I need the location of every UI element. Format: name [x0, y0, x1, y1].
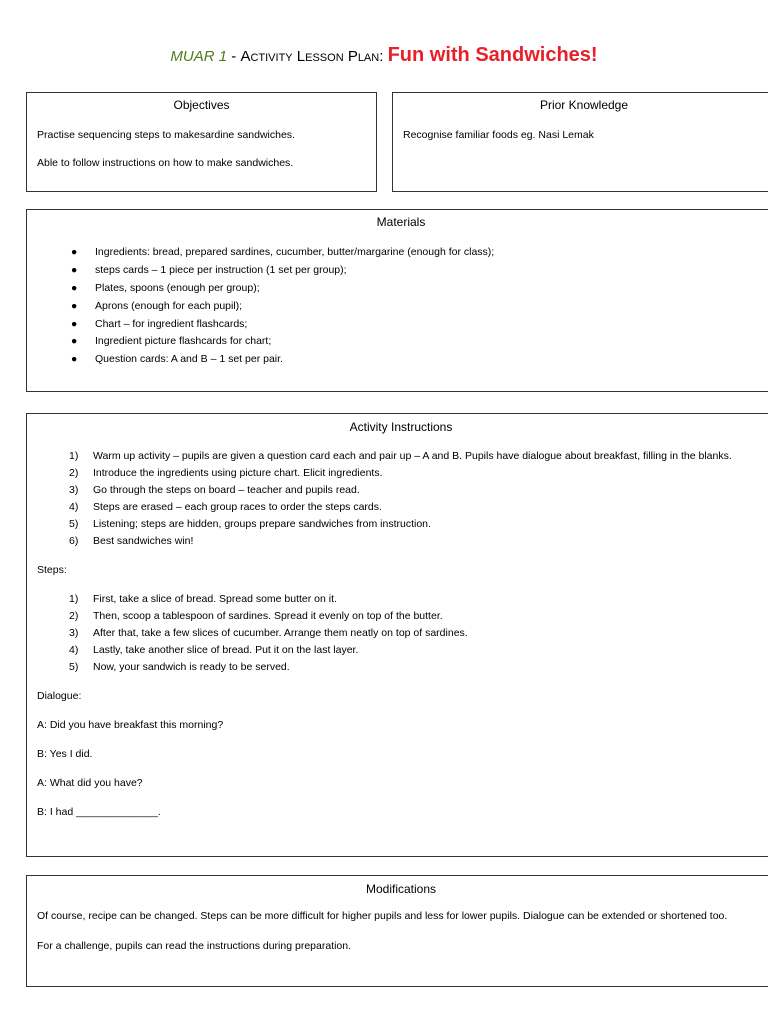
- modifications-heading: Modifications: [365, 882, 437, 896]
- steps-label: Steps:: [37, 564, 67, 576]
- modifications-paragraph: Of course, recipe can be changed. Steps can be more difficult for higher pupils and less for lower pupils. Dialogue can be extended or shortened too.: [37, 910, 728, 922]
- instruction-list: [37, 448, 765, 550]
- bullet-icon: ●: [71, 299, 78, 312]
- bullet-icon: ●: [71, 281, 78, 294]
- bullet-icon: ●: [71, 246, 78, 258]
- prior-knowledge-text: Recognise familiar foods eg. Nasi Lemak: [403, 129, 594, 141]
- objectives-box: [26, 92, 377, 192]
- list-item: ● Chart – for ingredient flashcards;: [71, 317, 248, 330]
- list-item: 3) After that, take a few slices of cucumber. Arrange them neatly on top of sardines.: [69, 627, 468, 639]
- dialogue-line: A: What did you have?: [37, 777, 143, 789]
- list-item: 4) Steps are erased – each group races to order the steps cards.: [69, 501, 382, 513]
- list-item: ● Ingredient picture flashcards for chart;: [71, 335, 272, 348]
- objectives-heading: Objectives: [173, 98, 230, 112]
- bullet-icon: ●: [71, 317, 78, 330]
- dialogue-line: B: I had ______________.: [37, 806, 161, 818]
- list-item: ● Question cards: A and B – 1 set per pair.: [71, 353, 283, 366]
- materials-box: [26, 209, 768, 392]
- dialogue-line: A: Did you have breakfast this morning?: [37, 719, 224, 731]
- activity-box: [26, 413, 768, 857]
- prior-knowledge-heading: Prior Knowledge: [539, 98, 629, 112]
- lesson-title: Fun with Sandwiches!: [387, 44, 598, 66]
- materials-list: [37, 246, 765, 371]
- school-code: MUAR 1: [170, 48, 228, 65]
- plan-label: Activity Lesson Plan:: [240, 48, 384, 65]
- modifications-paragraph: For a challenge, pupils can read the instructions during preparation.: [37, 940, 352, 952]
- dialogue-label: Dialogue:: [37, 690, 82, 702]
- objective-item: Practise sequencing steps to makesardine sandwiches.: [37, 129, 295, 141]
- list-item: 6) Best sandwiches win!: [69, 535, 194, 547]
- list-item: 2) Introduce the ingredients using picture chart. Elicit ingredients.: [69, 467, 383, 479]
- list-item: ● Plates, spoons (enough per group);: [71, 281, 260, 294]
- bullet-icon: ●: [71, 263, 78, 276]
- list-item: ● Aprons (enough for each pupil);: [71, 299, 243, 312]
- bullet-icon: ●: [71, 353, 78, 366]
- list-item: 4) Lastly, take another slice of bread. Put it on the last layer.: [69, 644, 359, 656]
- page-title: [0, 44, 768, 67]
- list-item: 1) First, take a slice of bread. Spread some butter on it.: [69, 593, 337, 605]
- bullet-icon: ●: [71, 335, 78, 348]
- title-separator: -: [227, 48, 241, 65]
- activity-heading: Activity Instructions: [349, 420, 453, 434]
- objective-item: Able to follow instructions on how to make sandwiches.: [37, 157, 294, 170]
- list-item: 5) Listening; steps are hidden, groups prepare sandwiches from instruction.: [69, 518, 431, 530]
- steps-list: [37, 591, 765, 676]
- list-item: 1) Warm up activity – pupils are given a question card each and pair up – A and B. Pupils have dialogue about breakfast, filling in the blanks.: [69, 450, 732, 462]
- list-item: 2) Then, scoop a tablespoon of sardines. Spread it evenly on top of the butter.: [69, 610, 443, 622]
- dialogue-line: B: Yes I did.: [37, 748, 93, 760]
- modifications-box: [26, 875, 768, 987]
- list-item: 3) Go through the steps on board – teacher and pupils read.: [69, 484, 360, 496]
- materials-heading: Materials: [376, 215, 426, 229]
- prior-knowledge-box: [392, 92, 768, 192]
- list-item: ● Ingredients: bread, prepared sardines, cucumber, butter/margarine (enough for class);: [71, 246, 495, 258]
- list-item: ● steps cards – 1 piece per instruction (1 set per group);: [71, 263, 347, 276]
- list-item: 5) Now, your sandwich is ready to be served.: [69, 661, 290, 673]
